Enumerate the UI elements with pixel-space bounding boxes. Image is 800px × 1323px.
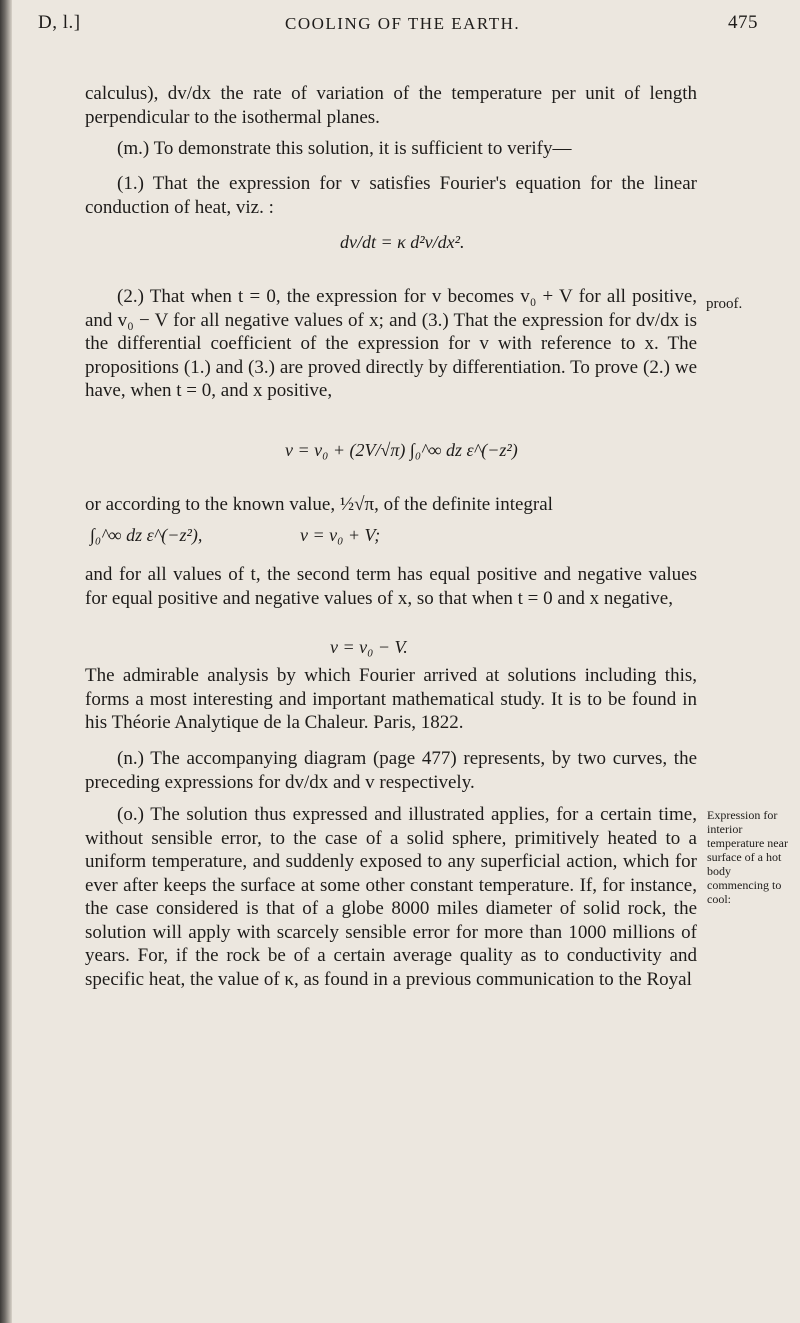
margin-note-expression: Expression for interior temperature near surface of a hot body commencing to cool: [707, 808, 788, 906]
paragraph-o: (o.) The solution thus expressed and illustrated applies, for a certain time, without sensible error, to the case of a solid sphere, primitively heated to a uniform temperature, and suddenly exposed to any superficial action, which for ever after keeps the surface at some other constant temperature. If, for instance, the case considered is that of a globe 8000 miles diameter of solid rock, the solution will apply with scarcely sensible error for more than 1000 millions of years. For, if the rock be of a certain average quality as to conductivity and specific heat, the value of κ, as found in a previous communication to the Royal [85, 804, 697, 990]
running-head-title: COOLING OF THE EARTH. [285, 14, 521, 33]
paragraph-1: (1.) That the expression for v satisfies Fourier's equation for the linear conduction of heat, viz. : [85, 173, 697, 218]
paragraph-all-values: and for all values of t, the second term has equal positive and negative values for equal positive and negative values of x, so that when t = 0 and x negative, [85, 564, 697, 609]
equation-definite-integral: ∫₀^∞ dz ε^(−z²), [90, 525, 203, 545]
paragraph-fourier-analysis: The admirable analysis by which Fourier arrived at solutions including this, forms a most interesting and important mathematical study. It is to be found in his Théorie Analytique de la Chaleur. Paris, 1822. [85, 665, 697, 733]
paragraph-m: (m.) To demonstrate this solution, it is sufficient to verify— [117, 138, 572, 159]
paragraph-known-value: or according to the known value, ½√π, of the definite integral [85, 494, 553, 515]
running-head-left: D, l.] [38, 12, 81, 33]
paragraph-2: (2.) That when t = 0, the expression for v becomes v₀ + V for all positive, and v₀ − V for all negative values of x; and (3.) That the expression for dv/dx is the differential coefficient of the expression for v with reference to x. The propositions (1.) and (3.) are proved directly by differentiation. To prove (2.) we have, when t = 0, and x positive, [85, 286, 697, 401]
paragraph-calculus: calculus), dv/dx the rate of variation of the temperature per unit of length perpendicular to the isothermal planes. [85, 83, 697, 128]
margin-proof: proof. [706, 296, 743, 312]
paragraph-n: (n.) The accompanying diagram (page 477) represents, by two curves, the preceding expressions for dv/dx and v respectively. [85, 748, 697, 793]
equation-v-integral: v = v₀ + (2V/√π) ∫₀^∞ dz ε^(−z²) [285, 440, 518, 460]
equation-fourier: dv/dt = κ d²v/dx². [340, 232, 465, 252]
equation-v-minus: v = v₀ − V. [330, 637, 408, 657]
equation-v-plus: v = v₀ + V; [300, 525, 381, 545]
page-number: 475 [728, 12, 758, 33]
